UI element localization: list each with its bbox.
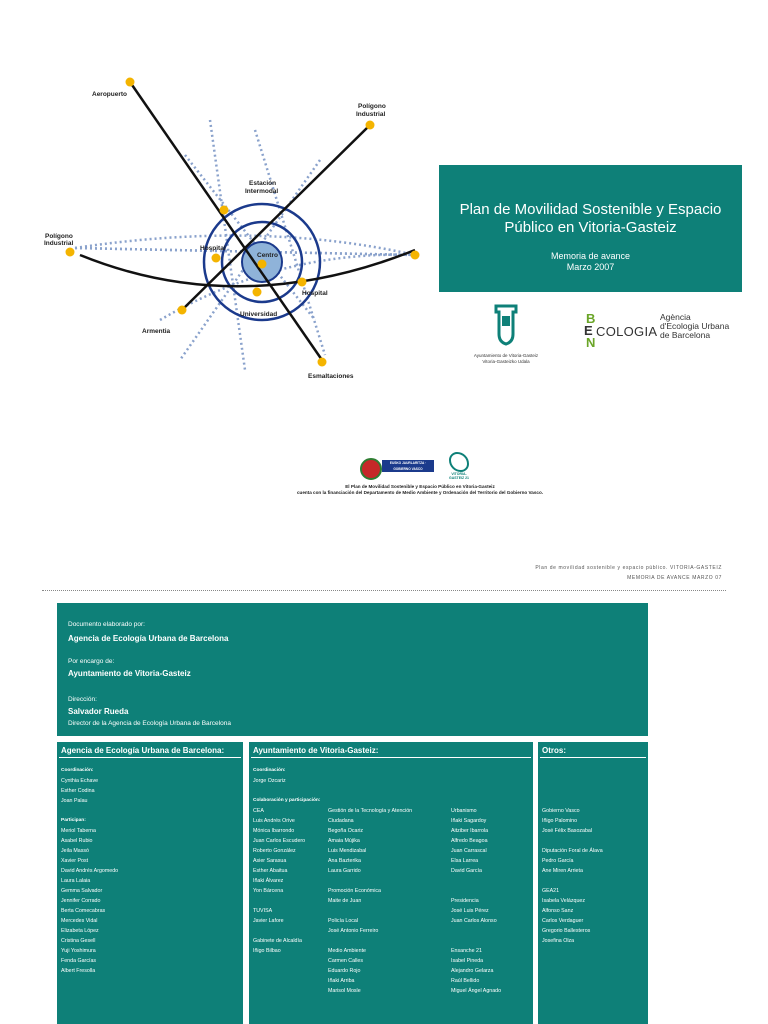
list-item: Elsa Larrea xyxy=(451,858,479,864)
list-item: GEA21 xyxy=(542,888,560,894)
list-item: Mercedes Vidal xyxy=(61,918,98,924)
list-item: CEA xyxy=(253,808,264,814)
label-esmaltaciones: Esmaltaciones xyxy=(308,373,354,380)
col1-coord-label: Coordinación: xyxy=(61,768,94,773)
list-item: Promoción Económica xyxy=(328,888,381,894)
col1-header: Agencia de Ecología Urbana de Barcelona: xyxy=(61,746,225,755)
col1-part-label: Participan: xyxy=(61,818,86,823)
list-item: Juan Carlos Alonso xyxy=(451,918,497,924)
list-item: Josefina Olza xyxy=(542,938,575,944)
running-header-2: MEMORIA DE AVANCE MARZO 07 xyxy=(627,575,722,581)
list-item: José Luis Pérez xyxy=(451,908,489,914)
agencia-logo-text xyxy=(660,313,729,340)
list-item: Presidencia xyxy=(451,898,479,904)
list-item: Pedro García xyxy=(542,858,574,864)
cover-title-box xyxy=(439,165,742,292)
list-item: Ana Bazterika xyxy=(328,858,361,864)
credit-label-encargo: Por encargo de: xyxy=(68,658,115,665)
list-item: Joan Palau xyxy=(61,798,88,804)
list-item xyxy=(328,876,412,886)
list-item: Iñigo Palomino xyxy=(542,818,578,824)
col2-header: Ayuntamiento de Vitoria-Gasteiz: xyxy=(253,746,379,755)
list-item: Iñaki Arriba xyxy=(328,978,355,984)
col3-header: Otros: xyxy=(542,746,566,755)
list-item: Luis Andrés Orive xyxy=(253,818,295,824)
bcn-ecologia-logo xyxy=(584,311,658,352)
list-item: Juan Carlos Escudero xyxy=(253,838,306,844)
list-item xyxy=(253,926,305,936)
list-item: TUVISA xyxy=(253,908,273,914)
funding-logos xyxy=(280,452,560,484)
logo-letter-b: B xyxy=(586,311,596,326)
list-item xyxy=(328,906,412,916)
list-item: Miguel Ángel Agnado xyxy=(451,988,502,994)
dashed-connections xyxy=(75,120,415,370)
credit-direccion: Salvador Rueda xyxy=(68,707,129,716)
list-item: Gregorio Ballesteros xyxy=(542,928,591,934)
list-item: Isabel Pineda xyxy=(451,958,484,964)
col2-list-b xyxy=(328,806,412,996)
vitoria21-logo xyxy=(444,452,474,480)
list-item: Gemma Salvador xyxy=(61,888,103,894)
list-item: Juan Carrascal xyxy=(451,848,487,854)
col2-list-a xyxy=(253,806,305,956)
list-item: Javier Lafore xyxy=(253,918,284,924)
cover-title: Plan de Movilidad Sostenible y Espacio Público en Vitoria-Gasteiz xyxy=(459,201,722,236)
list-item: Yon Bárcena xyxy=(253,888,284,894)
list-item: Iñaki Álvarez xyxy=(253,878,284,884)
label-poligono-w-1: Polígono xyxy=(45,233,73,240)
list-item xyxy=(253,896,305,906)
list-item: Carlos Verdaguer xyxy=(542,918,584,924)
list-item: Maite de Juan xyxy=(328,898,362,904)
col2-rule xyxy=(251,757,531,758)
list-item xyxy=(451,936,501,946)
list-item: Cristina Gesell xyxy=(61,938,96,944)
city-crest-icon xyxy=(491,302,521,348)
running-header-1: Plan de movilidad sostenible y espacio público. VITORIA-GASTEIZ xyxy=(535,565,722,571)
mobility-network-diagram xyxy=(30,70,430,390)
list-item: Mónica Ibarrondo xyxy=(253,828,295,834)
list-item: José Félix Basozabal xyxy=(542,828,593,834)
page-divider xyxy=(42,590,726,591)
list-item: Jeila Massó xyxy=(61,848,89,854)
list-item xyxy=(451,876,501,886)
credit-encargo: Ayuntamiento de Vitoria-Gasteiz xyxy=(68,669,191,678)
agencia-line-1: Agència xyxy=(660,312,691,322)
list-item: Meriol Taberna xyxy=(61,828,96,834)
list-item: Aitziber Ibarrola xyxy=(451,828,489,834)
list-item: Begoña Ocariz xyxy=(328,828,364,834)
list-item: Ane Miren Arrieta xyxy=(542,868,583,874)
vitoria-gasteiz-logo xyxy=(470,302,542,368)
list-item: Elizabeta López xyxy=(61,928,99,934)
list-item: Amaia Mújika xyxy=(328,838,360,844)
list-item: Carmen Calles xyxy=(328,958,364,964)
list-item: Medio Ambiente xyxy=(328,948,366,954)
col3-rule xyxy=(540,757,646,758)
vg-caption-1: Ayuntamiento de Vitoria-Gasteiz xyxy=(473,353,539,358)
vg-caption-2: Vitoria-Gasteizko Udala xyxy=(482,358,530,364)
funding-block xyxy=(280,452,560,496)
label-estacion-2: Intermodal xyxy=(245,188,279,195)
logo-word-cologia: COLOGIA xyxy=(596,324,658,339)
logo-letter-n: N xyxy=(586,335,596,350)
list-item: Eduardo Rojo xyxy=(328,968,361,974)
basque-crest-icon xyxy=(360,458,382,480)
credits-main xyxy=(57,603,648,736)
col2-coord-label: Coordinación: xyxy=(253,768,286,773)
label-poligono-w-2: Industrial xyxy=(44,240,74,247)
list-item: Asier Sarasua xyxy=(253,858,287,864)
label-aeropuerto: Aeropuerto xyxy=(92,91,128,98)
list-item: Asabel Rubio xyxy=(61,838,93,844)
credit-label-direccion: Dirección: xyxy=(68,696,97,703)
credits-ayuntamiento xyxy=(249,742,533,1024)
leaf-icon xyxy=(449,452,469,472)
list-item: Urbanismo xyxy=(451,808,477,814)
credit-director-role: Director de la Agencia de Ecología Urbana de Barcelona xyxy=(68,720,231,727)
list-item xyxy=(451,926,501,936)
list-item: Marisol Mosle xyxy=(328,988,361,994)
gov-badge: EUSKO JAURLARITZA · GOBIERNO VASCO xyxy=(382,460,434,472)
node-dots xyxy=(66,78,420,367)
list-item xyxy=(542,836,603,846)
credits-agencia xyxy=(57,742,243,1024)
list-item: Iñigo Bilbao xyxy=(253,948,281,954)
list-item: Esther Codina xyxy=(61,788,95,794)
label-universidad: Universidad xyxy=(240,311,278,318)
col2-list-c xyxy=(451,806,501,996)
label-centro: Centro xyxy=(257,252,278,259)
list-item: Cynthia Echave xyxy=(61,778,99,784)
list-item: Ensanche 21 xyxy=(451,948,482,954)
agencia-line-2: d'Ecologia Urbana xyxy=(660,321,730,331)
list-item: Fenda Garcías xyxy=(61,958,97,964)
list-item: Gestión de la Tecnología y Atención xyxy=(328,808,413,814)
list-item: Jorge Ozcariz xyxy=(253,778,286,784)
list-item: Alejandro Gelarza xyxy=(451,968,494,974)
list-item xyxy=(328,936,412,946)
label-armentia: Armentia xyxy=(142,328,171,335)
list-item: Luis Mendizabal xyxy=(328,848,367,854)
agencia-line-3: de Barcelona xyxy=(660,330,711,340)
credits-otros xyxy=(538,742,648,1024)
label-poligono-ne-1: Polígono xyxy=(358,103,386,110)
list-item: Laura Lalaia xyxy=(61,878,91,884)
col2-colab-label: Colaboración y participación: xyxy=(253,798,321,803)
credit-label-elaborado: Documento elaborado por: xyxy=(68,621,145,628)
label-poligono-ne-2: Industrial xyxy=(356,111,386,118)
vitoria21-label: VITORIA-GASTEIZ 21 xyxy=(448,472,470,480)
list-item: Alfonso Sanz xyxy=(542,908,574,914)
list-item: Ciudadana xyxy=(328,818,354,824)
cover-subtitle: Memoria de avance xyxy=(550,251,631,261)
list-item: David García xyxy=(451,868,482,874)
col3-list xyxy=(542,806,603,946)
funding-line-1: El Plan de Movilidad Sostenible y Espacio Público en Vitoria-Gasteiz xyxy=(345,484,495,489)
list-item: Gabinete de Alcaldía xyxy=(253,938,302,944)
list-item: Isabela Velázquez xyxy=(542,898,585,904)
funding-line-2: cuenta con la financiación del Departamento de Medio Ambiente y Ordenación del Territorio del Gobierno Vasco. xyxy=(296,490,544,495)
col1-rule xyxy=(59,757,241,758)
cover-date: Marzo 2007 xyxy=(566,262,615,272)
label-estacion-1: Estación xyxy=(249,180,277,187)
list-item: Yuji Yoshimura xyxy=(61,948,96,954)
list-item xyxy=(451,886,501,896)
credit-elaborado: Agencia de Ecología Urbana de Barcelona xyxy=(68,634,229,643)
col1-list xyxy=(61,766,118,976)
list-item: Berta Comecabras xyxy=(61,908,106,914)
list-item: Jennifer Corrado xyxy=(61,898,101,904)
list-item: Raúl Bellido xyxy=(451,978,480,984)
list-item: Roberto González xyxy=(253,848,296,854)
col2-coord xyxy=(253,766,320,806)
list-item: Iñaki Sagardoy xyxy=(451,818,487,824)
label-hospital-e: Hospital xyxy=(302,290,328,297)
list-item: José Antonio Ferreiro xyxy=(328,928,379,934)
list-item xyxy=(542,876,603,886)
logo-letter-e: E xyxy=(584,323,593,338)
label-hospital-w: Hospital xyxy=(200,245,226,252)
list-item: Albert Fresolla xyxy=(61,968,96,974)
list-item: Policía Local xyxy=(328,918,359,924)
list-item: David Andrés Argomedo xyxy=(61,868,119,874)
list-item: Diputación Foral de Álava xyxy=(542,848,603,854)
list-item: Alfredo Beagoa xyxy=(451,838,488,844)
list-item: Gobierno Vasco xyxy=(542,808,580,814)
list-item: Laura Garrido xyxy=(328,868,361,874)
list-item: Xavier Post xyxy=(61,858,89,864)
list-item: Esther Abaitua xyxy=(253,868,288,874)
